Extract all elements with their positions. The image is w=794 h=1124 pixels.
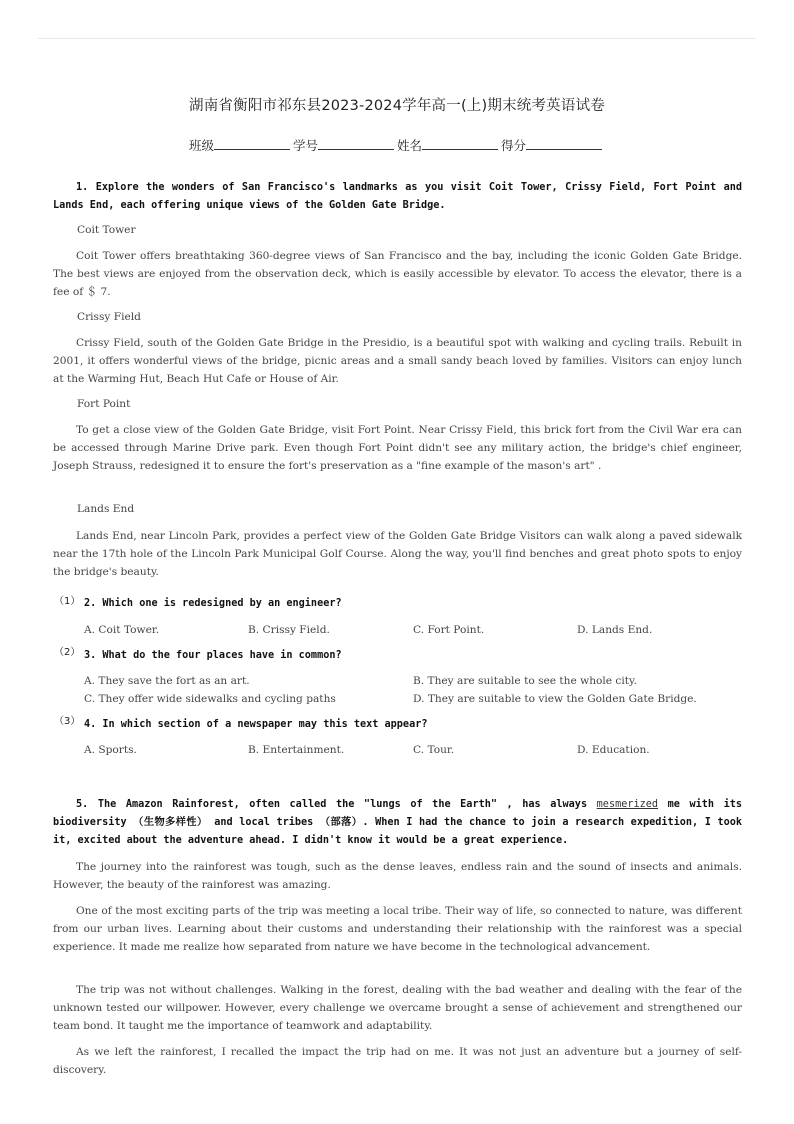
option-b[interactable]: B. Crissy Field.: [248, 624, 330, 636]
passage-paragraph: The trip was not without challenges. Walking in the forest, dealing with the bad weather and dealing with the fear of the unknown tested our willpower. However, every challenge we overcame brought a sense of achievement and strengthened our team bond. It taught me the importance of teamwork and adaptability.: [53, 984, 742, 1032]
passage-paragraph: The journey into the rainforest was tough, such as the dense leaves, endless rain and the sound of insects and animals. However, the beauty of the rainforest was amazing.: [53, 861, 742, 891]
question-1-stem: 1. Explore the wonders of San Francisco's landmarks as you visit Coit Tower, Crissy Field, Fort Point and Lands End, each offering unique views of the Golden Gate Bridge.: [53, 182, 742, 211]
question-5-stem: 5. The Amazon Rainforest, often called the "lungs of the Earth" , has always mesmerized me with its biodiversity （生物多样性） and local tribes （部落）. When I had the chance to join a research expedition, I took it, excited about the adventure ahead. I didn't know it would be a great experience.: [53, 799, 742, 846]
subquestion-number: （2）: [54, 647, 81, 658]
section-heading-crissy-field: Crissy Field: [77, 311, 141, 323]
section-text-fort-point: To get a close view of the Golden Gate Bridge, visit Fort Point. Near Crissy Field, this brick fort from the Civil War era can be accessed through Marine Drive park. Even though Fort Point didn't see any military action, the bridge's chief engineer, Joseph Strauss, redesigned it to ensure the fort's preservation as a "fine example of the mason's art" .: [53, 424, 742, 472]
exam-title: 湖南省衡阳市祁东县2023-2024学年高一(上)期末统考英语试卷: [189, 98, 605, 114]
subquestion-text: 4. In which section of a newspaper may this text appear?: [84, 719, 428, 730]
option-b[interactable]: B. They are suitable to see the whole city.: [413, 675, 637, 687]
section-heading-lands-end: Lands End: [77, 503, 135, 515]
field-score[interactable]: 得分: [501, 136, 605, 154]
option-c[interactable]: C. They offer wide sidewalks and cycling paths: [84, 693, 336, 705]
option-b[interactable]: B. Entertainment.: [248, 744, 345, 756]
passage-paragraph: One of the most exciting parts of the trip was meeting a local tribe. Their way of life, so connected to nature, was different from our urban lives. Learning about their customs and understanding their relationship with the rainforest was a special experience. It made me realize how separated from nature we have become in the technological advancement.: [53, 905, 742, 953]
subquestion-number: （3）: [54, 716, 81, 727]
section-text-lands-end: Lands End, near Lincoln Park, provides a perfect view of the Golden Gate Bridge Visitors can walk along a paved sidewalk near the 17th hole of the Lincoln Park Municipal Golf Course. Along the way, you'll find benches and great photo spots to enjoy the bridge's beauty.: [53, 530, 742, 578]
section-text-crissy-field: Crissy Field, south of the Golden Gate Bridge in the Presidio, is a beautiful spot with walking and cycling trails. Rebuilt in 2001, it offers wonderful views of the bridge, picnic areas and a small sandy beach loved by families. Visitors can enjoy lunch at the Warming Hut, Beach Hut Cafe or House of Air.: [53, 337, 742, 385]
field-name[interactable]: 姓名: [397, 136, 501, 154]
subquestion-text: 3. What do the four places have in common?: [84, 650, 342, 661]
section-text-coit-tower: Coit Tower offers breathtaking 360-degree views of San Francisco and the bay, including the iconic Golden Gate Bridge. The best views are enjoyed from the observation deck, which is easily accessible by elevator. To access the elevator, there is a fee of ＄ 7.: [53, 250, 742, 298]
passage-paragraph: As we left the rainforest, I recalled the impact the trip had on me. It was not just an adventure but a journey of self-discovery.: [53, 1046, 742, 1076]
section-heading-fort-point: Fort Point: [77, 398, 131, 410]
underlined-word: mesmerized: [596, 799, 659, 810]
subquestion-number: （1）: [54, 596, 81, 607]
option-a[interactable]: A. They save the fort as an art.: [84, 675, 250, 687]
option-c[interactable]: C. Fort Point.: [413, 624, 485, 636]
field-student-id[interactable]: 学号: [293, 136, 397, 154]
option-d[interactable]: D. Education.: [577, 744, 650, 756]
option-a[interactable]: A. Coit Tower.: [84, 624, 160, 636]
option-c[interactable]: C. Tour.: [413, 744, 455, 756]
field-class[interactable]: 班级: [189, 136, 293, 154]
option-d[interactable]: D. They are suitable to view the Golden Gate Bridge.: [413, 693, 697, 705]
top-divider: [38, 38, 756, 39]
section-heading-coit-tower: Coit Tower: [77, 224, 136, 236]
option-a[interactable]: A. Sports.: [84, 744, 137, 756]
option-d[interactable]: D. Lands End.: [577, 624, 653, 636]
subquestion-text: 2. Which one is redesigned by an engineer?: [84, 598, 342, 609]
student-info-fields: [0, 136, 794, 154]
